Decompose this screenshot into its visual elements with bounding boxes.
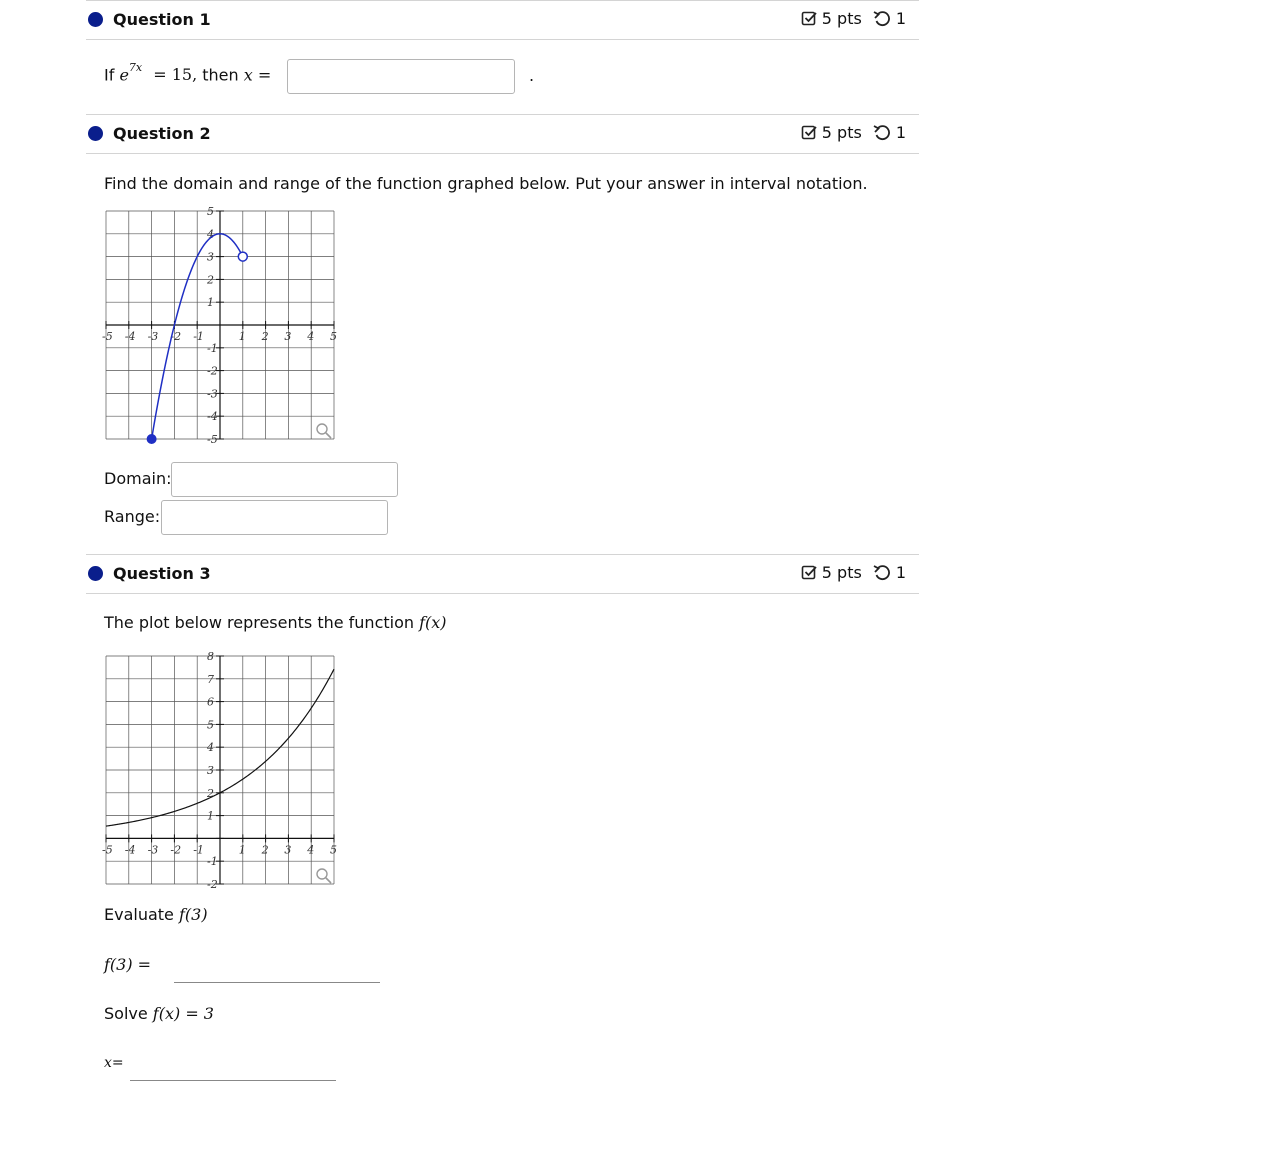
question-status-dot	[88, 566, 103, 581]
x-tick-label: -3	[147, 330, 159, 343]
range-input[interactable]	[161, 500, 388, 535]
y-tick-label: -1	[207, 341, 218, 355]
y-tick-label: 2	[207, 786, 214, 800]
x-tick-label: -5	[102, 330, 113, 343]
zoom-icon-lens	[317, 424, 327, 434]
question-2-graph	[102, 205, 337, 446]
retry-icon[interactable]	[872, 124, 892, 142]
x-tick-label: 4	[307, 843, 315, 857]
zoom-icon[interactable]	[317, 869, 331, 883]
open-endpoint	[238, 252, 247, 261]
x-tick-label: -4	[124, 330, 136, 343]
y-tick-label: 4	[207, 741, 214, 755]
x-answer-input[interactable]	[130, 1066, 336, 1081]
question-2-prompt: Find the domain and range of the function graphed below. Put your answer in interval notation.	[104, 174, 868, 193]
question-3-attempts: 1	[895, 563, 906, 582]
y-tick-label: -2	[207, 878, 218, 891]
question-1-attempts: 1	[895, 9, 906, 28]
checkbox-icon	[801, 124, 818, 141]
y-tick-label: 5	[207, 718, 214, 732]
x-tick-label: 5	[330, 330, 337, 343]
x-tick-label: 3	[284, 843, 292, 857]
question-1-points: 5 pts	[821, 9, 862, 28]
x-tick-label: -5	[102, 843, 113, 857]
evaluate-prompt: Evaluate f(3)	[104, 905, 208, 924]
x-tick-label: 3	[284, 330, 292, 343]
x-tick-label: 5	[330, 843, 337, 857]
y-tick-label: -1	[207, 855, 218, 869]
question-status-dot	[88, 12, 103, 27]
question-1-meta	[801, 9, 906, 28]
solve-prompt: Solve f(x) = 3	[104, 1004, 214, 1023]
y-tick-label: 6	[207, 695, 214, 709]
y-tick-label: -5	[207, 433, 218, 446]
x-tick-label: -1	[193, 843, 204, 857]
retry-icon[interactable]	[872, 10, 892, 28]
x-tick-label: -1	[193, 330, 204, 343]
x-tick-label: 4	[307, 330, 315, 343]
question-3-meta	[801, 563, 906, 582]
x-tick-label: -3	[147, 843, 159, 857]
question-1-answer-input[interactable]	[287, 59, 515, 94]
question-2-header	[86, 114, 919, 154]
y-tick-label: 1	[207, 296, 214, 310]
x-label: x=	[104, 1055, 124, 1071]
y-tick-label: 4	[207, 227, 214, 241]
checkbox-icon	[801, 564, 818, 581]
question-3-prompt: The plot below represents the function f(x)	[104, 613, 447, 632]
range-label: Range:	[104, 507, 161, 526]
x-tick-label: 1	[238, 330, 246, 343]
question-2-title: Question 2	[113, 124, 211, 143]
y-tick-label: 7	[207, 672, 214, 686]
y-tick-label: 5	[207, 205, 214, 218]
y-tick-label: 3	[207, 250, 214, 264]
question-2-meta	[801, 123, 906, 142]
retry-icon[interactable]	[872, 564, 892, 582]
zoom-icon-handle	[326, 433, 331, 438]
x-tick-label: 2	[261, 330, 269, 343]
question-3-graph	[102, 650, 337, 891]
question-1-header	[86, 0, 919, 40]
question-3-title: Question 3	[113, 564, 211, 583]
question-2-points: 5 pts	[821, 123, 862, 142]
f3-answer-input[interactable]	[174, 968, 380, 983]
zoom-icon-lens	[317, 869, 327, 879]
y-tick-label: -4	[207, 410, 218, 424]
domain-label: Domain:	[104, 469, 172, 488]
question-3-points: 5 pts	[821, 563, 862, 582]
y-tick-label: -2	[207, 364, 218, 378]
closed-endpoint	[147, 435, 156, 444]
y-tick-label: -3	[207, 387, 218, 401]
question-status-dot	[88, 126, 103, 141]
x-tick-label: 2	[261, 843, 269, 857]
x-tick-label: 1	[238, 843, 246, 857]
zoom-icon-handle	[326, 878, 331, 883]
y-tick-label: 1	[207, 809, 214, 823]
question-1-title: Question 1	[113, 10, 211, 29]
zoom-icon[interactable]	[317, 424, 331, 438]
f3-label: f(3) =	[104, 955, 152, 974]
question-3-header	[86, 554, 919, 594]
question-1-period: .	[529, 66, 535, 85]
x-tick-label: -2	[170, 843, 182, 857]
y-tick-label: 8	[207, 650, 214, 663]
x-tick-label: -4	[124, 843, 136, 857]
question-2-attempts: 1	[895, 123, 906, 142]
y-tick-label: 2	[207, 273, 214, 287]
domain-input[interactable]	[171, 462, 398, 497]
checkbox-icon	[801, 10, 818, 27]
y-tick-label: 3	[207, 764, 214, 777]
x-tick-label: -2	[170, 330, 182, 343]
question-1-prompt: If $e^{7x} = 15$, then x =	[104, 61, 272, 85]
